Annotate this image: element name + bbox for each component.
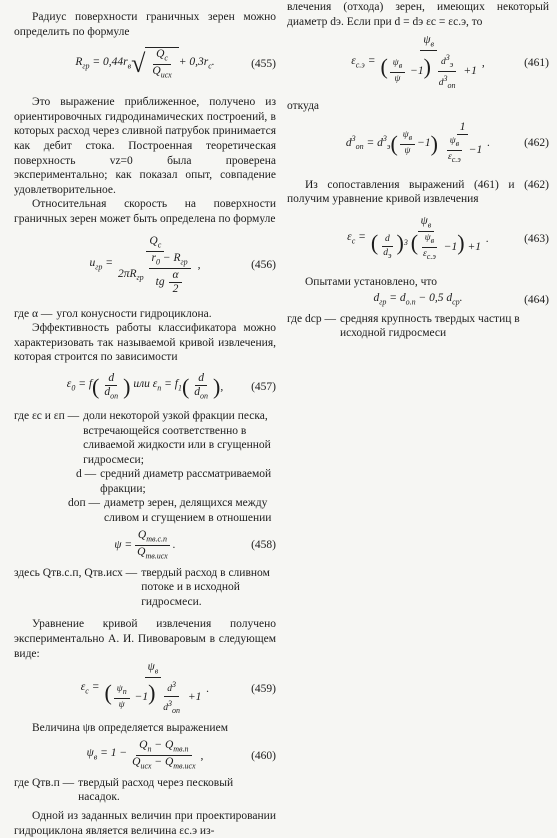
equation-number: (455) xyxy=(251,57,276,70)
definition-text: угол конусности гидроциклона. xyxy=(56,307,212,320)
equation-457: $\varepsilon_0 = f$ ( $\frac{d}{d_{оп}}$ ) или $\varepsilon_п = f_1$ ( $\frac{d}{d_{оп}}$ ) , (457) xyxy=(66,371,276,401)
equation-456: $u_{гр}$ = $Q_с$ $2\pi R_{гр}$ $r_0 - R_{гр}$ tg $\frac{\alpha}{2}$ , (456) xyxy=(89,234,276,296)
paragraph: Одной из заданных величин при проектировании гидроциклона является величина εс.э из- xyxy=(14,810,276,837)
paragraph: Радиус поверхности граничных зерен можно определить по формуле xyxy=(14,11,276,38)
definition xyxy=(287,312,549,341)
definition-term: здесь Qтв.с.п, Qтв.исх — xyxy=(14,566,138,579)
paragraph: откуда xyxy=(287,100,320,113)
paragraph: Опытами установлено, что xyxy=(305,275,437,288)
equation-459: $\varepsilon_с$ = $\psi_в$ ( $\frac{\psi_п}{\psi}$ −1) $\frac{d^3}{d^3_{оп}}$ +1 . (459) xyxy=(80,660,276,716)
equation-462: $d^3_{оп} = d^3_э$ ( $\frac{\psi_в}{\psi}$ −1 ) 1 $\frac{\psi_в}{\varepsilon_{с.э}}$ −1 . (462) xyxy=(345,121,549,165)
definition-term: dоп — xyxy=(68,497,101,510)
equation-458: ψ = $\frac{Q_{тв.с.п}}{Q_{тв.исх}}$ . (458) xyxy=(114,528,276,561)
definition xyxy=(14,307,276,322)
paragraph: Относительная скорость на поверхности граничных зерен может быть определена по формуле xyxy=(14,198,276,225)
definition xyxy=(14,467,276,496)
definition-text: диаметр зерен, делящихся между сливом и сгущением в отношении xyxy=(104,497,272,525)
equation-455: $R_{гр} = 0,44r_в$ √ $\frac{Q_с}{Q_{исх}}$ + $0,3r_с$. (455) xyxy=(75,47,276,80)
equation-461: $\varepsilon_{с.э}$ = $\psi_в$ ( $\frac{\psi_в}{\psi}$ −1) $\frac{d^3_э}{d^3_{оп}}$ +1 , (461) xyxy=(351,33,549,91)
definition-text: твердый расход в сливном потоке и в исходной гидросмеси. xyxy=(141,566,270,608)
paragraph: Величина ψв определяется выражением xyxy=(32,722,228,735)
equation-number: (463) xyxy=(524,232,549,245)
definition-text: средний диаметр рассматриваемой фракции; xyxy=(100,468,272,495)
equation-number: (464) xyxy=(524,294,549,307)
definition xyxy=(14,776,276,805)
definition-text: доли некоторой узкой фракции песка, встречающейся соответственно в сливаемой жидкости или в сгущенной гидросмеси; xyxy=(83,409,271,466)
definition-term: где Qтв.п — xyxy=(14,776,75,789)
equation-number: (458) xyxy=(251,539,276,552)
equation-number: (459) xyxy=(251,682,276,695)
definition-term: d — xyxy=(76,468,97,481)
paragraph: Уравнение кривой извлечения получено экспериментально А. И. Пивоваровым в следующем виде: xyxy=(14,618,276,660)
definition xyxy=(14,496,276,525)
right-column xyxy=(287,0,549,341)
paragraph: Из сопоставления выражений (461) и (462) получим уравнение кривой извлечения xyxy=(287,178,549,206)
left-column xyxy=(14,0,276,838)
definition-text: средняя крупность твердых частиц в исходной гидросмеси xyxy=(339,312,520,340)
paragraph: Эффективность работы классификатора можно характеризовать так называемой кривой извлечения, которая строится по зависимости xyxy=(14,322,276,364)
equation-number: (456) xyxy=(251,259,276,272)
equation-464: $d_{гр} = d_{о.п} - 0,5$ $d_{ср}$. (464) xyxy=(373,292,549,307)
definition-term: где α — xyxy=(14,307,53,320)
equation-number: (462) xyxy=(524,137,549,150)
paragraph: влечения (отхода) зерен, имеющих некоторый диаметр dэ. Если при d = dэ εс = εс.э, то xyxy=(287,1,549,28)
equation-number: (461) xyxy=(524,56,549,69)
definition-text: твердый расход через песковый насадок. xyxy=(78,776,234,804)
paragraph: Это выражение приближенное, получено из ориентировочных гидродинамических построений, в которых расход через сливной патрубок принимается как дебит стока. Построенная теоретическая поверхность vz=0 была проверена экспериментально; как показал опыт, совпадение удовлетворительное. xyxy=(14,96,276,196)
equation-460: $\psi_в = 1$ − $\frac{Q_п - Q_{тв.п}}{Q_{исх} - Q_{тв.исх}}$ , (460) xyxy=(86,739,276,771)
equation-463: $\varepsilon_с$ = $\psi_в$ ( $\frac{d}{d_э}$ )$^3$ ( $\frac{\psi_в}{\varepsilon_{с.э}}$ −1) +1 . (463) xyxy=(347,214,549,261)
equation-number: (457) xyxy=(251,380,276,393)
definition xyxy=(14,409,276,467)
equation-number: (460) xyxy=(251,749,276,762)
definition xyxy=(14,566,276,610)
definition-term: где εс и εп — xyxy=(14,409,80,422)
definition-term: где dср — xyxy=(287,312,336,325)
